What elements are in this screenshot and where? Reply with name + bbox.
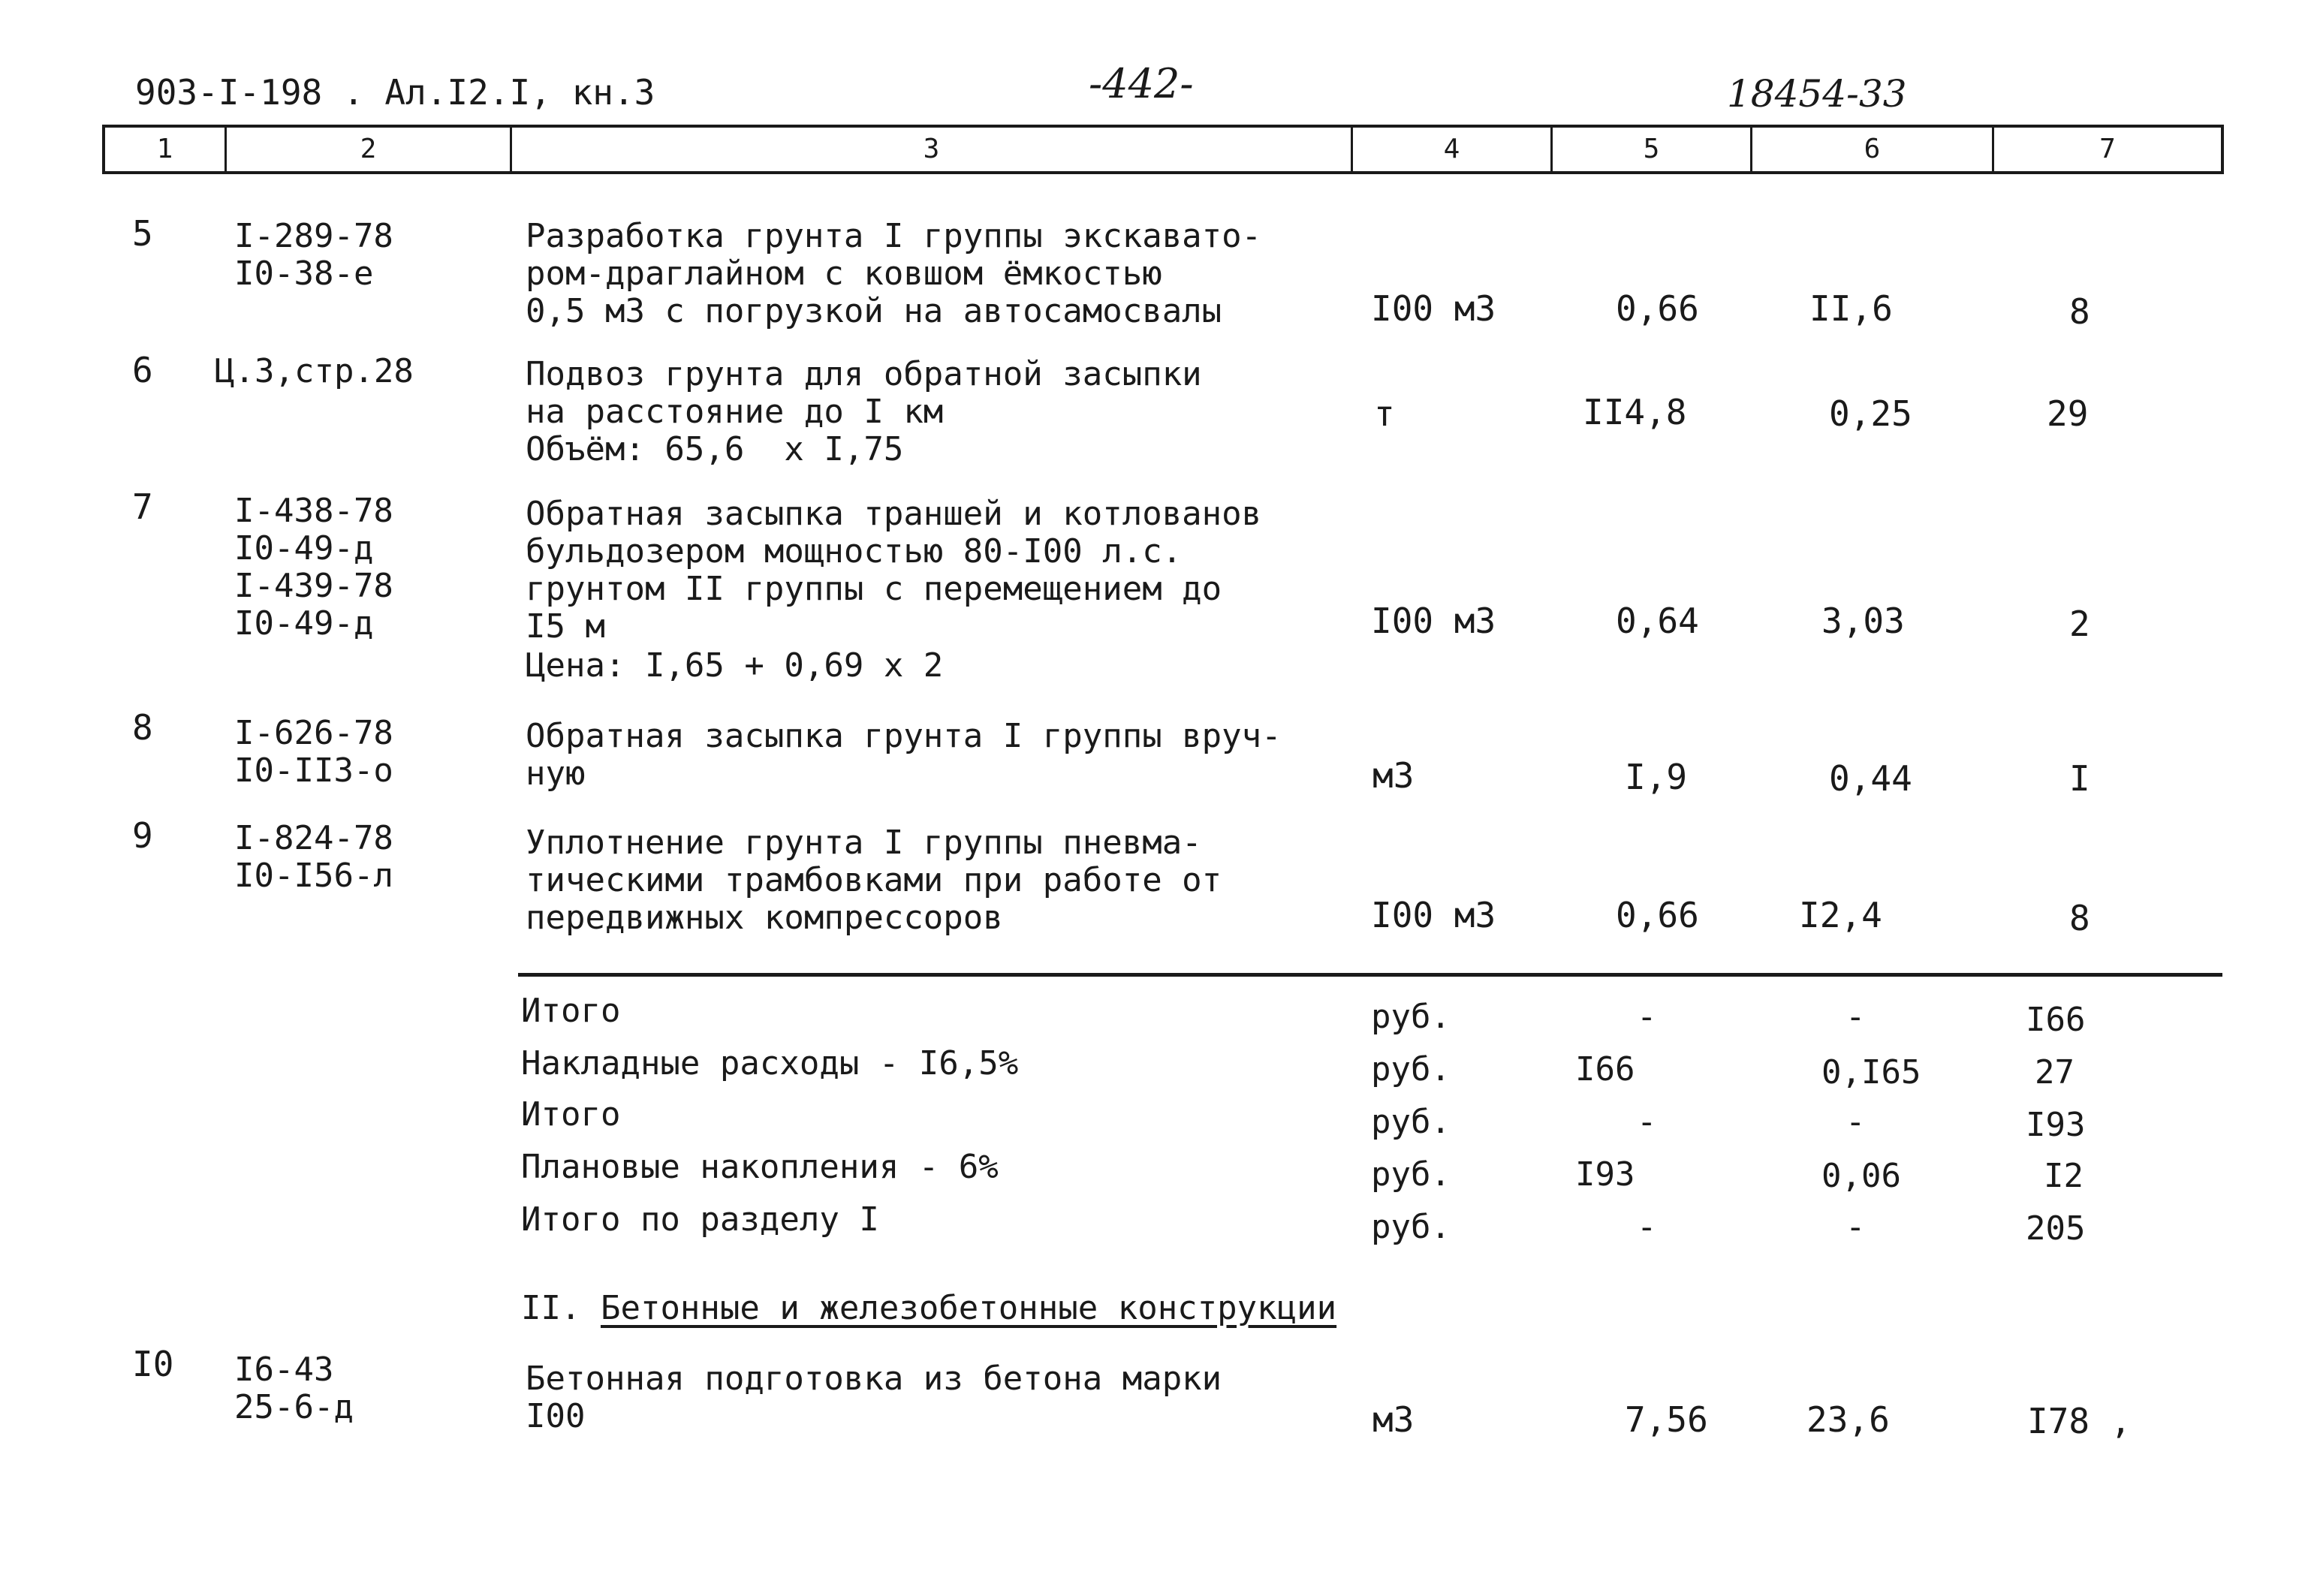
unit: м3 (1372, 755, 1415, 796)
quantity: II4,8 (1583, 392, 1687, 432)
norm-codes: I-289-78 I0-38-е (234, 217, 393, 293)
summary-price: 0,I65 (1821, 1053, 1921, 1092)
price-note: Цена: I,65 + 0,69 х 2 (526, 646, 944, 685)
quantity: 7,56 (1625, 1399, 1708, 1440)
quantity: I,9 (1625, 757, 1688, 797)
unit: I00 м3 (1371, 288, 1496, 329)
row-number: 8 (132, 707, 153, 748)
summary-unit: руб. (1371, 1050, 1451, 1089)
column-header-1: 1 (105, 128, 227, 171)
summary-price: - (1846, 1208, 1866, 1246)
summary-price: - (1846, 1103, 1866, 1141)
unit-price: 23,6 (1806, 1399, 1890, 1440)
summary-label: Накладные расходы - I6,5% (521, 1044, 1019, 1083)
summary-label: Итого (521, 992, 621, 1030)
section-heading (521, 1290, 1336, 1327)
section-prefix: II. (521, 1289, 601, 1327)
summary-unit: руб. (1371, 998, 1451, 1036)
page-number: -442- (1089, 60, 1194, 107)
row-number: I0 (132, 1344, 174, 1384)
summary-label: Плановые накопления - 6% (521, 1148, 999, 1186)
quantity: 0,64 (1616, 601, 1699, 641)
summary-unit: руб. (1371, 1155, 1451, 1194)
total-cost: I78 , (2027, 1401, 2132, 1441)
quantity: 0,66 (1616, 895, 1699, 935)
doc-number: 18454-33 (1727, 72, 1907, 116)
summary-total: I93 (2026, 1106, 2086, 1144)
summary-qty: - (1637, 998, 1657, 1036)
summary-unit: руб. (1371, 1103, 1451, 1141)
summary-total: 205 (2026, 1209, 2086, 1248)
unit: I00 м3 (1371, 601, 1496, 641)
unit: т (1374, 393, 1395, 434)
unit: м3 (1372, 1399, 1415, 1440)
norm-codes: Ц.3,стр.28 (215, 352, 414, 390)
quantity: 0,66 (1616, 288, 1699, 329)
summary-label: Итого по разделу I (521, 1200, 879, 1239)
column-header-6: 6 (1752, 128, 1994, 171)
summary-unit: руб. (1371, 1208, 1451, 1246)
row-number: 5 (132, 213, 153, 254)
section-title: Бетонные и железобетонные конструкции (600, 1289, 1337, 1327)
summary-price: - (1846, 998, 1866, 1036)
total-cost: 8 (2069, 898, 2090, 938)
total-cost: I (2069, 758, 2090, 799)
column-header-5: 5 (1553, 128, 1752, 171)
norm-codes: I-438-78 I0-49-д I-439-78 I0-49-д (234, 492, 393, 643)
norm-codes: I-626-78 I0-II3-о (234, 714, 393, 790)
row-number: 7 (132, 486, 153, 527)
row-number: 6 (132, 350, 153, 390)
column-header-2: 2 (227, 128, 512, 171)
summary-total: 27 (2035, 1053, 2074, 1092)
unit: I00 м3 (1371, 895, 1496, 935)
column-header-row (102, 125, 2224, 174)
totals-divider (518, 973, 2222, 977)
unit-price: II,6 (1809, 288, 1893, 329)
unit-price: 0,25 (1829, 393, 1912, 434)
summary-price: 0,06 (1821, 1157, 1901, 1195)
column-header-3: 3 (512, 128, 1353, 171)
norm-codes: I-824-78 I0-I56-л (234, 819, 393, 895)
item-description: Обратная засыпка траншей и котлованов бульдозером мощностью 80-I00 л.с. грунтом II группы с перемещением до I5 м (526, 495, 1262, 646)
item-description: Бетонная подготовка из бетона марки I00 (526, 1360, 1222, 1435)
column-header-4: 4 (1353, 128, 1553, 171)
summary-total: I2 (2044, 1157, 2084, 1195)
summary-total: I66 (2026, 1001, 2086, 1039)
summary-label: Итого (521, 1095, 621, 1134)
norm-codes: I6-43 25-6-д (234, 1351, 354, 1426)
unit-price: 0,44 (1829, 758, 1912, 799)
total-cost: 2 (2069, 604, 2090, 644)
unit-price: I2,4 (1799, 895, 1882, 935)
summary-qty: I93 (1575, 1155, 1635, 1194)
total-cost: 29 (2047, 393, 2089, 434)
item-description: Подвоз грунта для обратной засыпки на расстояние до I км Объём: 65,6 х I,75 (526, 355, 1202, 468)
summary-qty: I66 (1575, 1050, 1635, 1089)
summary-qty: - (1637, 1208, 1657, 1246)
item-description: Уплотнение грунта I группы пневма- тическими трамбовками при работе от передвижных компрессоров (526, 824, 1222, 937)
total-cost: 8 (2069, 291, 2090, 332)
unit-price: 3,03 (1821, 601, 1905, 641)
column-header-7: 7 (2099, 134, 2116, 164)
doc-code: 903-I-198 . Ал.I2.I, кн.3 (135, 72, 655, 113)
item-description: Обратная засыпка грунта I группы вруч- ную (526, 717, 1282, 793)
summary-qty: - (1637, 1103, 1657, 1141)
row-number: 9 (132, 815, 153, 856)
item-description: Разработка грунта I группы экскавато- ром-драглайном с ковшом ёмкостью 0,5 м3 с погрузкой на автосамосвалы (526, 217, 1262, 330)
